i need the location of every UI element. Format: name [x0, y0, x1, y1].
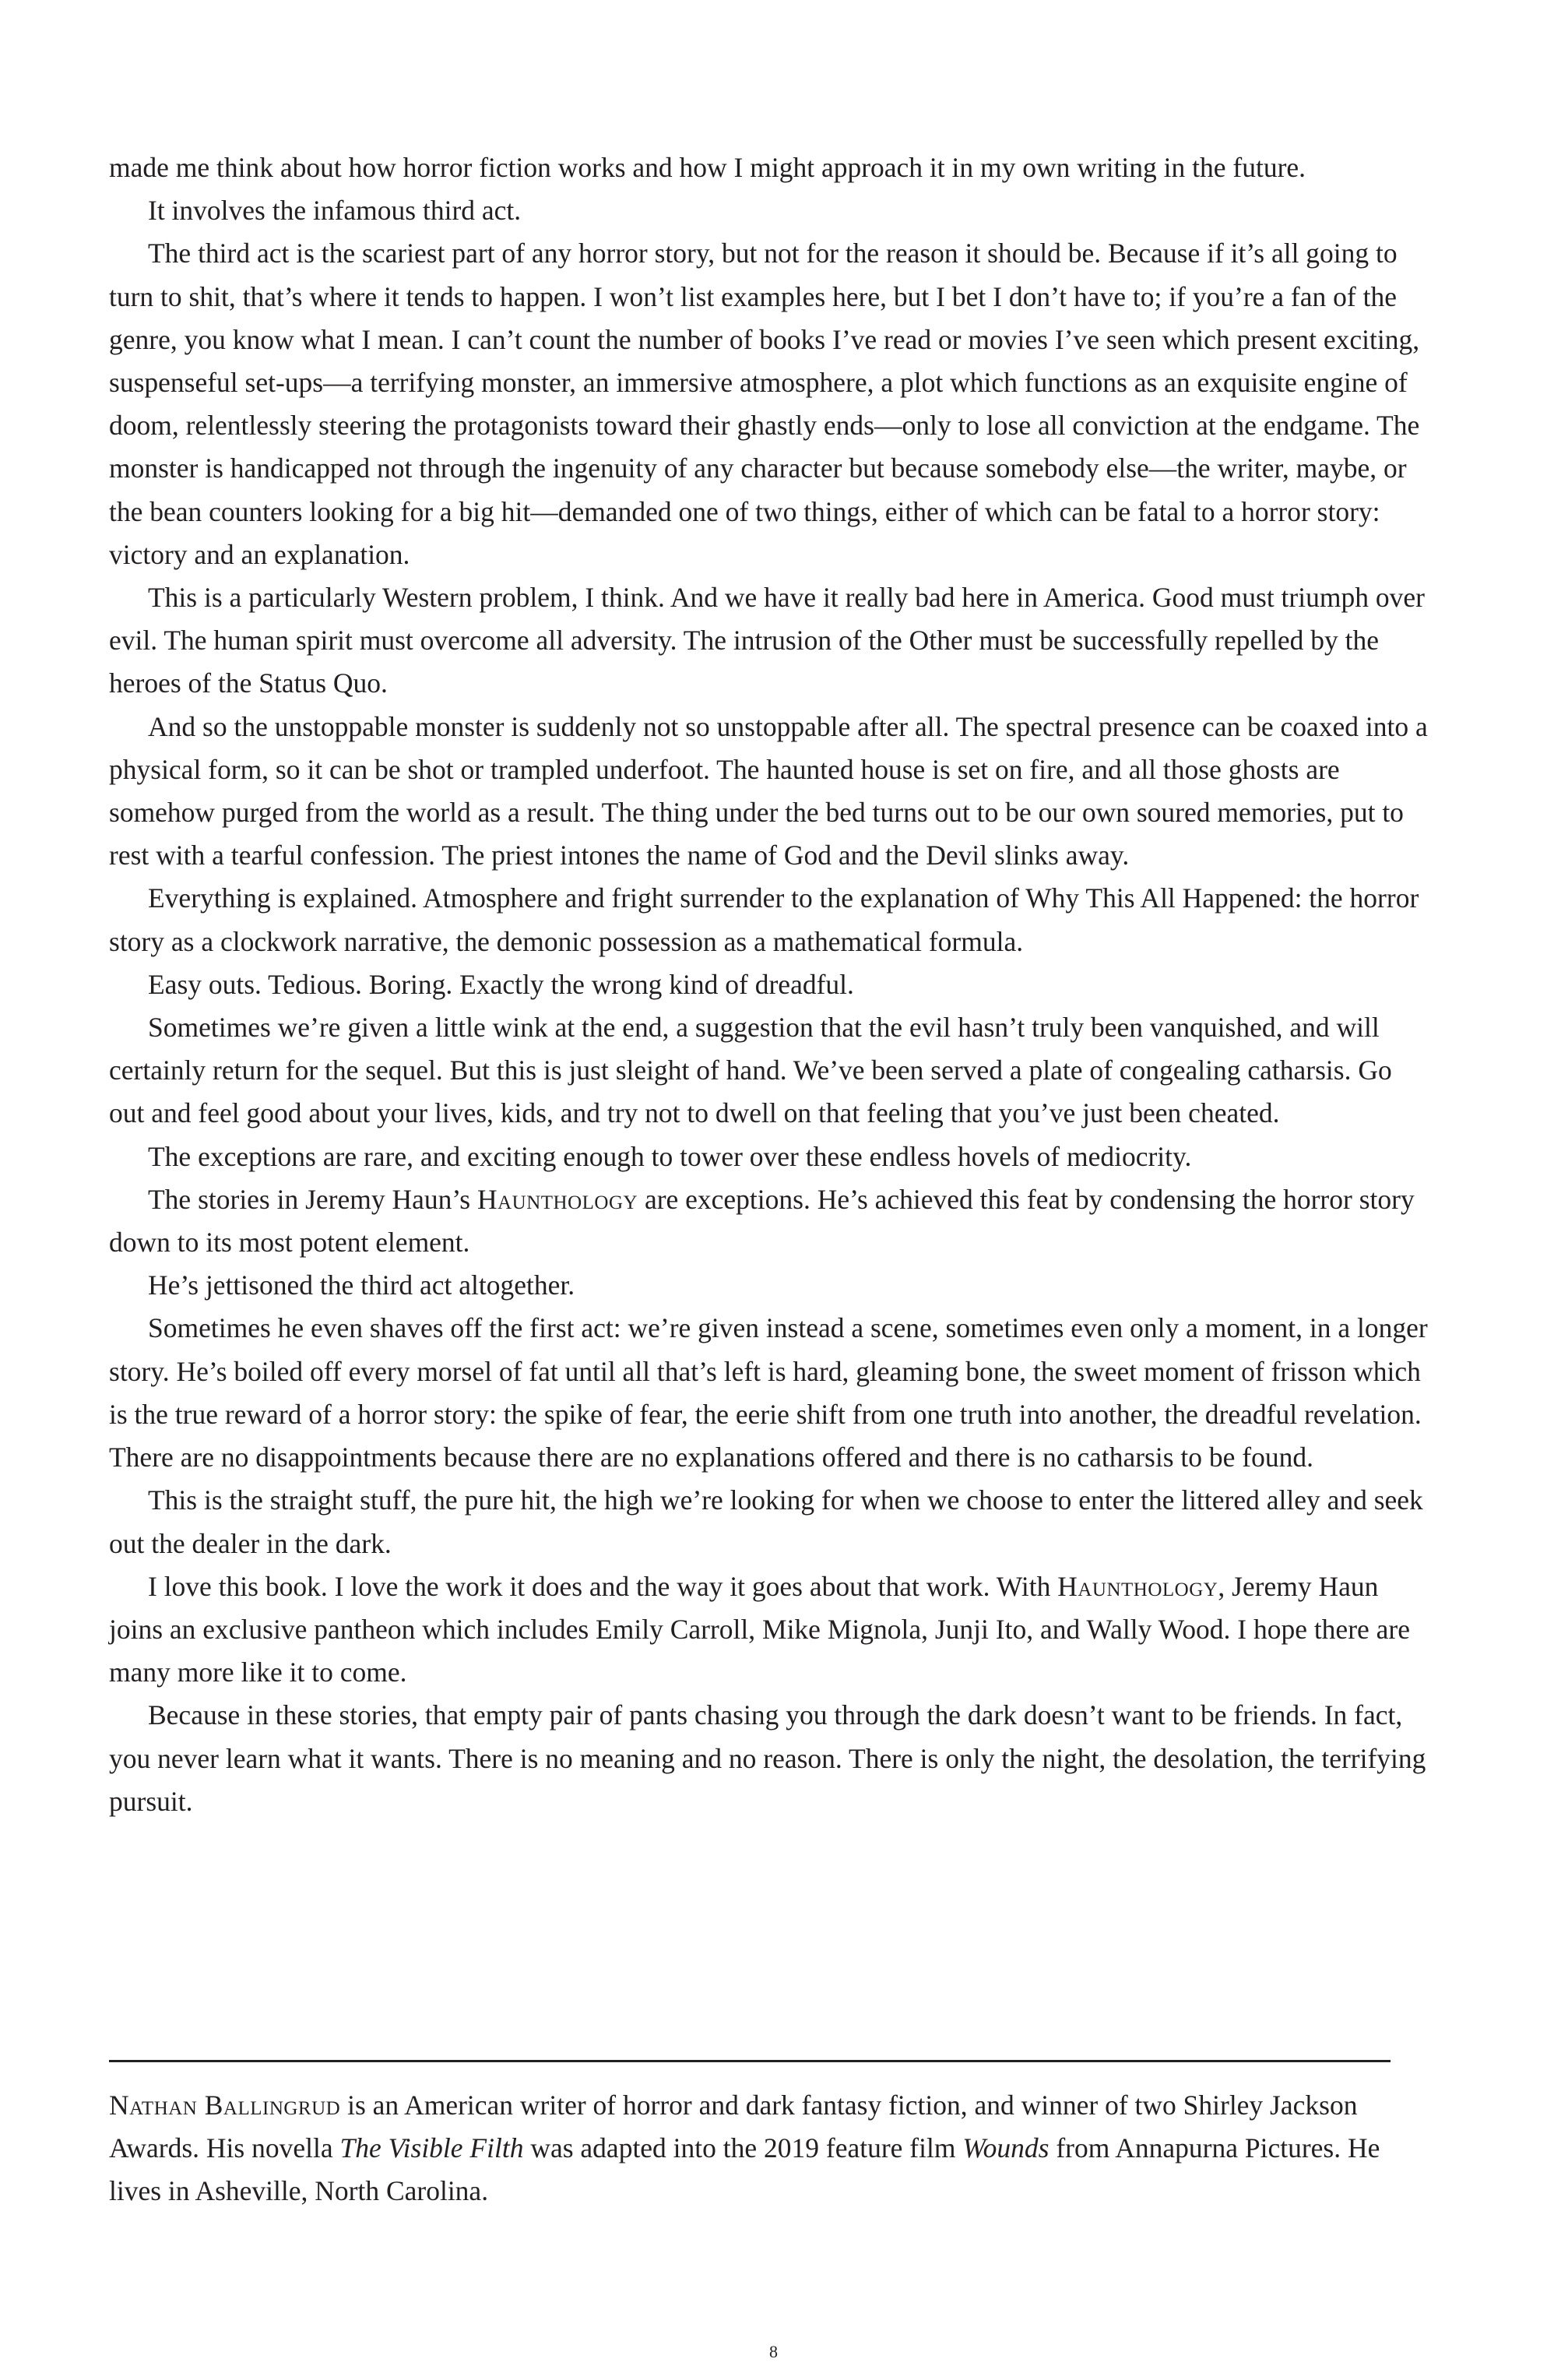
paragraph: made me think about how horror fiction works and how I might approach it in my own writing in the future.	[109, 152, 1306, 183]
essay-body	[109, 146, 1433, 1823]
paragraph	[109, 1565, 1433, 1695]
author-name: Nathan Ballingrud	[109, 2090, 341, 2121]
bio-paragraph	[109, 2084, 1433, 2213]
text-run: from Annapurna Pictures. He lives in Asheville, North Carolina.	[109, 2132, 1380, 2207]
paragraph: Because in these stories, that empty pair of pants chasing you through the dark doesn’t want to be friends. In fact, you never learn what it wants. There is no meaning and no reason. There is only the night, the desolation, the terrifying pursuit.	[109, 1699, 1426, 1817]
paragraph: And so the unstoppable monster is suddenly not so unstoppable after all. The spectral presence can be coaxed into a physical form, so it can be shot or trampled underfoot. The haunted house is set on fire, and all those ghosts are somehow purged from the world as a result. The thing under the bed turns out to be our own soured memories, put to rest with a tearful confession. The priest intones the name of God and the Devil slinks away.	[109, 710, 1428, 871]
book-title: Haunthology	[1057, 1570, 1218, 1602]
book-title: Haunthology	[476, 1183, 638, 1215]
paragraph: The exceptions are rare, and exciting enough to tower over these endless hovels of mediocrity.	[148, 1140, 1192, 1172]
paragraph: Sometimes he even shaves off the first act: we’re given instead a scene, sometimes even only a moment, in a longer story. He’s boiled off every morsel of fat until all that’s left is hard, gleaming bone, the sweet moment of frisson which is the true reward of a horror story: the spike of fear, the eerie shift from one truth into another, the dreadful revelation. There are no disappointments because there are no explanations offered and there is no catharsis to be found.	[109, 1312, 1428, 1473]
text-run: The stories in Jeremy Haun’s	[148, 1183, 477, 1215]
film-title: Wounds	[962, 2132, 1049, 2164]
divider-rule	[109, 2060, 1391, 2062]
page-number: 8	[769, 2342, 778, 2361]
text-run: I love this book. I love the work it does and the way it goes about that work. With	[148, 1570, 1058, 1602]
paragraph: This is the straight stuff, the pure hit, the high we’re looking for when we choose to enter the littered alley and seek out the dealer in the dark.	[109, 1484, 1423, 1559]
text-run: are exceptions. He’s achieved this feat by condensing the horror story down to its most potent element.	[109, 1183, 1415, 1259]
paragraph: The third act is the scariest part of any horror story, but not for the reason it should be. Because if it’s all going to turn to shit, that’s where it tends to happen. I won’t list examples here, but I bet I don’t have to; if you’re a fan of the genre, you know what I mean. I can’t count the number of books I’ve read or movies I’ve seen which present exciting, suspenseful set-ups—a terrifying monster, an immersive atmosphere, a plot which functions as an exquisite engine of doom, relentlessly steering the protagonists toward their ghastly ends—only to lose all conviction at the endgame. The monster is handicapped not through the ingenuity of any character but because somebody else—the writer, maybe, or the bean counters looking for a big hit—demanded one of two things, either of which can be fatal to a horror story: victory and an explanation.	[109, 238, 1420, 570]
text-run: was adapted into the 2019 feature film	[523, 2132, 963, 2164]
paragraph: He’s jettisoned the third act altogether.	[148, 1269, 575, 1301]
paragraph: This is a particularly Western problem, I think. And we have it really bad here in America. Good must triumph over evil. The human spirit must overcome all adversity. The intrusion of the Other must be successfully repelled by the heroes of the Status Quo.	[109, 582, 1425, 699]
paragraph: Easy outs. Tedious. Boring. Exactly the wrong kind of dreadful.	[148, 968, 854, 1000]
author-bio	[109, 2084, 1433, 2213]
paragraph	[109, 1178, 1433, 1264]
paragraph: It involves the infamous third act.	[148, 195, 522, 227]
text-run: , Jeremy Haun joins an exclusive pantheon which includes Emily Carroll, Mike Mignola, Junji Ito, and Wally Wood. I hope there are many more like it to come.	[109, 1570, 1410, 1688]
paragraph: Sometimes we’re given a little wink at the end, a suggestion that the evil hasn’t truly been vanquished, and will certainly return for the sequel. But this is just sleight of hand. We’ve been served a plate of congealing catharsis. Go out and feel good about your lives, kids, and try not to dwell on that feeling that you’ve just been cheated.	[109, 1012, 1392, 1129]
text-run: is an American writer of horror and dark fantasy fiction, and winner of two Shirley Jackson Awards. His novella	[109, 2090, 1358, 2164]
paragraph: Everything is explained. Atmosphere and fright surrender to the explanation of Why This All Happened: the horror story as a clockwork narrative, the demonic possession as a mathematical formula.	[109, 882, 1419, 957]
novella-title: The Visible Filth	[339, 2132, 524, 2164]
